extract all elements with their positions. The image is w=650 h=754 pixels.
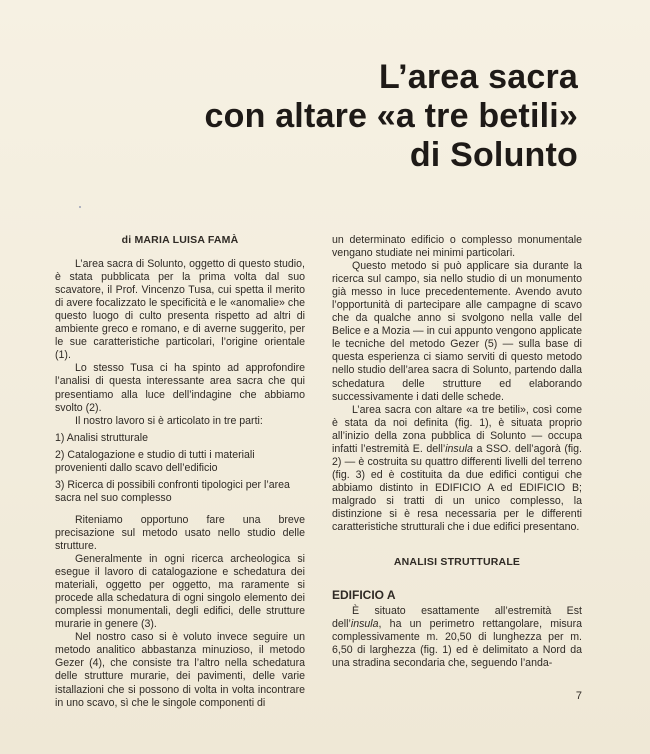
paragraph [332,605,582,670]
list-item: 2) Catalogazione e studio di tutti i materiali provenienti dallo scavo dell’edificio [55,448,255,474]
text-run: a SSO. dell’agorà (fig. 2) — è costruita su quattro differenti livelli del terreno (fig. 3) ed è costituita da due edifici contigui che abbiamo distinto in EDIFICIO A ed EDIFICIO B; malgrado si tratti di un unico complesso, la distinzione si è resa necessaria per le differenti caratteristiche strutturali che i due edifici presentano. [332,442,582,534]
text-run: È situato esattamente all’estremità Est dell’ [332,605,582,631]
list-item: 3) Ricerca di possibili confronti tipologici per l’area sacra nel suo complesso [55,478,290,504]
paragraph: L’area sacra di Solunto, oggetto di questo studio, è stata pubblicata per la prima volta dal suo scavatore, il Prof. Vincenzo Tusa, cui spetta il merito di avere focalizzato le specificità e le «anomalie» che questo luogo di culto presenta rispetto ad altri di ambiente greco e romano, e di averne suggerito, per le sue caratteristiche particolari, l’origine orientale (1). [55,258,305,362]
title-line-1: L’area sacra [378,58,578,96]
title-line-3: di Solunto [409,136,578,174]
print-speck [79,206,81,208]
paragraph: Lo stesso Tusa ci ha spinto ad approfondire l’analisi di questa interessante area sacra che qui presentiamo alla luce dell’indagine che abbiamo svolto (2). [55,362,305,414]
author-byline: di MARIA LUISA FAMÀ [121,234,239,246]
section-heading: ANALISI STRUTTURALE [393,556,521,569]
page-number: 7 [575,690,582,702]
paragraph: Questo metodo si può applicare sia durante la ricerca sul campo, sia nello studio di un monumento già messo in luce precedentemente. Avendo avuto l’opportunità di partecipare alle campagne di scavo che da qualche anno si svolgono nella valle del Belice e a Mozia — in cui appunto vengono applicate le tecniche del metodo Gezer (5) — sulla base di questa esperienza ci siamo serviti di questo metodo nello studio dell’area sacra di Solunto, partendo dalla schedatura delle strutture ed elaborando successivamente i dati delle schede. [332,260,582,403]
paragraph: Generalmente in ogni ricerca archeologica si esegue il lavoro di catalogazione e schedatura dei materiali, oggetto per oggetto, ma raramente si procede alla schedatura di ogni singolo elemento dei complessi monumentali, degli edifici, delle strutture murarie in genere (3). [55,553,305,631]
right-column [332,234,582,670]
subsection-heading: EDIFICIO A [332,588,396,603]
italic-term: insula [445,442,473,455]
list-item: 1) Analisi strutturale [55,431,149,444]
text-run: , ha un perimetro rettangolare, misura complessivamente m. 20,50 di lunghezza per m. 6,50 di larghezza (fig. 1) ed è delimitato a Nord da una stradina secondaria che, seguendo l’anda- [332,618,582,670]
italic-term: insula [350,618,379,631]
article-title [205,58,579,175]
paragraph: un determinato edificio o complesso monumentale vengano studiate nei minimi particolari. [332,234,582,260]
paragraph: Riteniamo opportuno fare una breve precisazione sul metodo usato nello studio delle strutture. [55,513,305,552]
paragraph: Il nostro lavoro si è articolato in tre parti: [75,414,263,427]
paragraph [332,404,582,534]
paragraph: Nel nostro caso si è voluto invece seguire un metodo analitico abbastanza minuzioso, il metodo Gezer (4), che consiste tra l’altro nella schedatura delle strutture murarie, dei pavimenti, delle varie istallazioni che si possono di volta in volta incontrare in uno scavo, sì che le singole componenti di [55,631,305,709]
text-run: L’area sacra con altare «a tre betili», così come è stata da noi definita (fig. 1), è situata proprio all’inizio della zona pubblica di Solunto — occupa infatti l’estremità E. dell’ [332,403,582,455]
title-line-2: con altare «a tre betili» [204,97,578,135]
left-column [55,234,305,710]
